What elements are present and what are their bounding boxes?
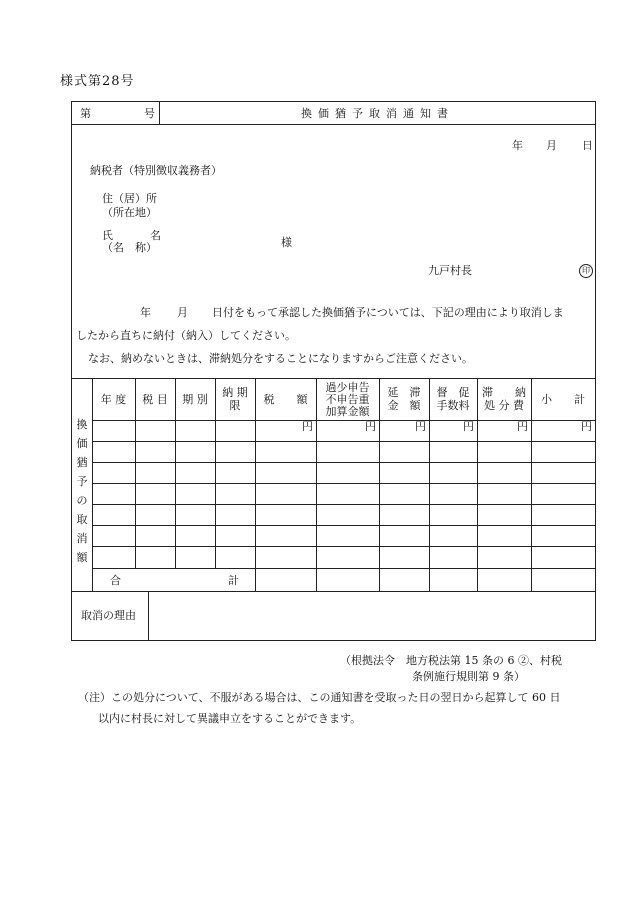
date-month: 月 <box>546 139 557 152</box>
side-label: 換 価 猶 予 の 取 消 額 <box>76 418 88 564</box>
col-header-year: 年 度 <box>100 393 127 406</box>
name-label-2: 名 <box>150 229 161 242</box>
body-line-2: したから直ちに納付（納入）してください。 <box>76 329 296 342</box>
total-label-2: 計 <box>228 574 239 587</box>
date-day: 日 <box>582 139 593 152</box>
note-line-2: 以内に村長に対して異議申立をすることができます。 <box>98 712 362 725</box>
unit-penalty: 円 <box>365 420 376 433</box>
honorific: 様 <box>281 236 292 249</box>
unit-disposition: 円 <box>517 420 528 433</box>
col-header-penalty-1: 過少申告 <box>325 381 370 394</box>
col-header-subtotal: 小 計 <box>541 393 585 406</box>
document-title: 換価猶予取消通知書 <box>301 107 454 120</box>
date-year: 年 <box>512 139 523 152</box>
unit-subtotal: 円 <box>581 420 592 433</box>
legal-basis-1: （根拠法令 地方税法第 15 条の 6 ②、村税 <box>340 654 562 667</box>
col-header-due-2: 限 <box>229 399 241 412</box>
number-suffix: 号 <box>144 107 155 120</box>
form-number: 様式第28号 <box>60 74 135 89</box>
body-month: 月 <box>177 306 188 319</box>
col-header-delay-1: 延 滞 <box>387 386 421 399</box>
name-label-1: 氏 <box>102 229 113 242</box>
col-header-fee-2: 手数料 <box>436 399 470 412</box>
body-line-3: なお、納めないときは、滞納処分をすることになりますからご注意ください。 <box>88 352 473 365</box>
body-line-1: 日付をもって承認した換価猶予については、下記の理由により取消しま <box>212 306 564 319</box>
unit-delay: 円 <box>415 420 426 433</box>
body-year: 年 <box>140 306 151 319</box>
legal-basis-2: 条例施行規則第 9 条） <box>412 670 525 683</box>
name-sub-label: （名 称） <box>102 241 157 254</box>
taxpayer-label: 納税者（特別徴収義務者） <box>90 164 222 177</box>
unit-fee: 円 <box>463 420 474 433</box>
col-header-delay-2: 金 額 <box>387 399 421 412</box>
col-header-tax-amount: 税 額 <box>263 393 308 406</box>
issuer-title: 九戸村長 <box>428 264 472 277</box>
col-header-fee-1: 督 促 <box>436 386 470 399</box>
address-sub-label: （所在地） <box>102 206 157 219</box>
seal-icon: 印 <box>579 264 593 278</box>
col-header-period: 期 別 <box>182 393 208 406</box>
note-line-1: （注）この処分について、不服がある場合は、この通知書を受取った日の翌日から起算して 60 日 <box>78 691 561 704</box>
col-header-penalty-3: 加算金額 <box>325 405 370 418</box>
col-header-due-1: 納 期 <box>222 386 248 399</box>
total-label-1: 合 <box>110 574 121 587</box>
address-label: 住（居）所 <box>102 192 157 205</box>
col-header-disp-2: 処 分 費 <box>484 399 524 412</box>
col-header-penalty-2: 不申告重 <box>325 393 370 406</box>
unit-tax-amount: 円 <box>302 420 313 433</box>
notice-form <box>71 101 596 641</box>
col-header-tax-item: 税 目 <box>142 393 168 406</box>
number-prefix: 第 <box>80 107 91 120</box>
col-header-disp-1: 滞 納 <box>482 386 526 399</box>
reason-label: 取消の理由 <box>81 609 136 622</box>
